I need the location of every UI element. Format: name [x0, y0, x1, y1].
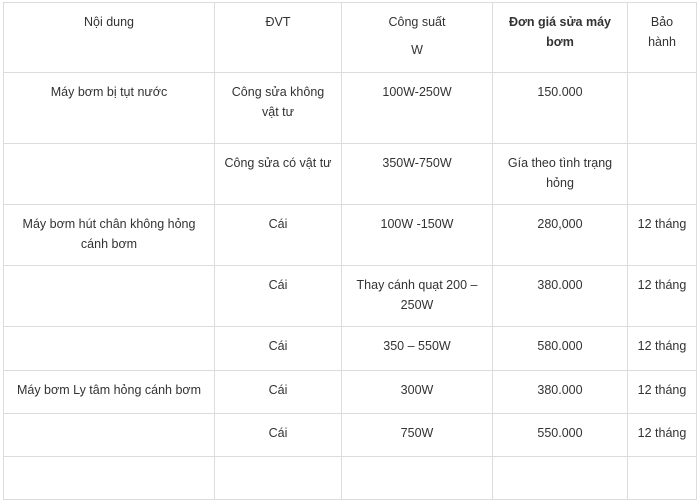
header-cong-suat-unit: W — [411, 43, 423, 57]
header-bao-hanh: Bảo hành — [628, 3, 697, 73]
cell-cong-suat — [342, 457, 493, 500]
table-row — [4, 205, 697, 266]
table-row — [4, 457, 697, 500]
cell-dvt: Cái — [215, 266, 342, 327]
cell-bao-hanh: 12 tháng — [628, 371, 697, 414]
table-row — [4, 414, 697, 457]
table-row — [4, 266, 697, 327]
cell-noi-dung: Máy bơm bị tụt nước — [4, 73, 215, 144]
cell-noi-dung: Máy bơm Ly tâm hỏng cánh bơm — [4, 371, 215, 414]
cell-noi-dung — [4, 266, 215, 327]
table-row — [4, 144, 697, 205]
cell-bao-hanh: 12 tháng — [628, 327, 697, 371]
cell-dvt — [215, 457, 342, 500]
cell-dvt: Công sửa không vật tư — [215, 73, 342, 144]
cell-cong-suat: 350W-750W — [342, 144, 493, 205]
cell-noi-dung: Máy bơm hút chân không hỏng cánh bơm — [4, 205, 215, 266]
price-table — [3, 2, 697, 500]
cell-don-gia: 280,000 — [493, 205, 628, 266]
cell-dvt: Cái — [215, 414, 342, 457]
cell-bao-hanh: 12 tháng — [628, 205, 697, 266]
cell-noi-dung — [4, 144, 215, 205]
cell-don-gia: 550.000 — [493, 414, 628, 457]
header-cong-suat — [342, 3, 493, 73]
cell-don-gia: 380.000 — [493, 266, 628, 327]
header-dvt: ĐVT — [215, 3, 342, 73]
table-header-row — [4, 3, 697, 73]
cell-noi-dung — [4, 414, 215, 457]
table-row — [4, 73, 697, 144]
cell-dvt: Cái — [215, 205, 342, 266]
cell-cong-suat: Thay cánh quạt 200 – 250W — [342, 266, 493, 327]
cell-bao-hanh — [628, 73, 697, 144]
cell-cong-suat: 350 – 550W — [342, 327, 493, 371]
cell-dvt: Cái — [215, 327, 342, 371]
cell-noi-dung — [4, 457, 215, 500]
cell-don-gia — [493, 457, 628, 500]
table-row — [4, 371, 697, 414]
cell-don-gia: 150.000 — [493, 73, 628, 144]
cell-don-gia: 580.000 — [493, 327, 628, 371]
header-cong-suat-label: Công suất — [388, 15, 446, 29]
cell-cong-suat: 750W — [342, 414, 493, 457]
cell-don-gia: 380.000 — [493, 371, 628, 414]
cell-cong-suat: 100W -150W — [342, 205, 493, 266]
cell-bao-hanh: 12 tháng — [628, 414, 697, 457]
header-noi-dung: Nội dung — [4, 3, 215, 73]
cell-dvt: Công sửa có vật tư — [215, 144, 342, 205]
cell-bao-hanh: 12 tháng — [628, 266, 697, 327]
cell-noi-dung — [4, 327, 215, 371]
cell-don-gia: Gía theo tình trạng hỏng — [493, 144, 628, 205]
cell-bao-hanh — [628, 457, 697, 500]
cell-bao-hanh — [628, 144, 697, 205]
cell-dvt: Cái — [215, 371, 342, 414]
header-don-gia: Đơn giá sửa máy bơm — [493, 3, 628, 73]
cell-cong-suat: 100W-250W — [342, 73, 493, 144]
table-row — [4, 327, 697, 371]
cell-cong-suat: 300W — [342, 371, 493, 414]
